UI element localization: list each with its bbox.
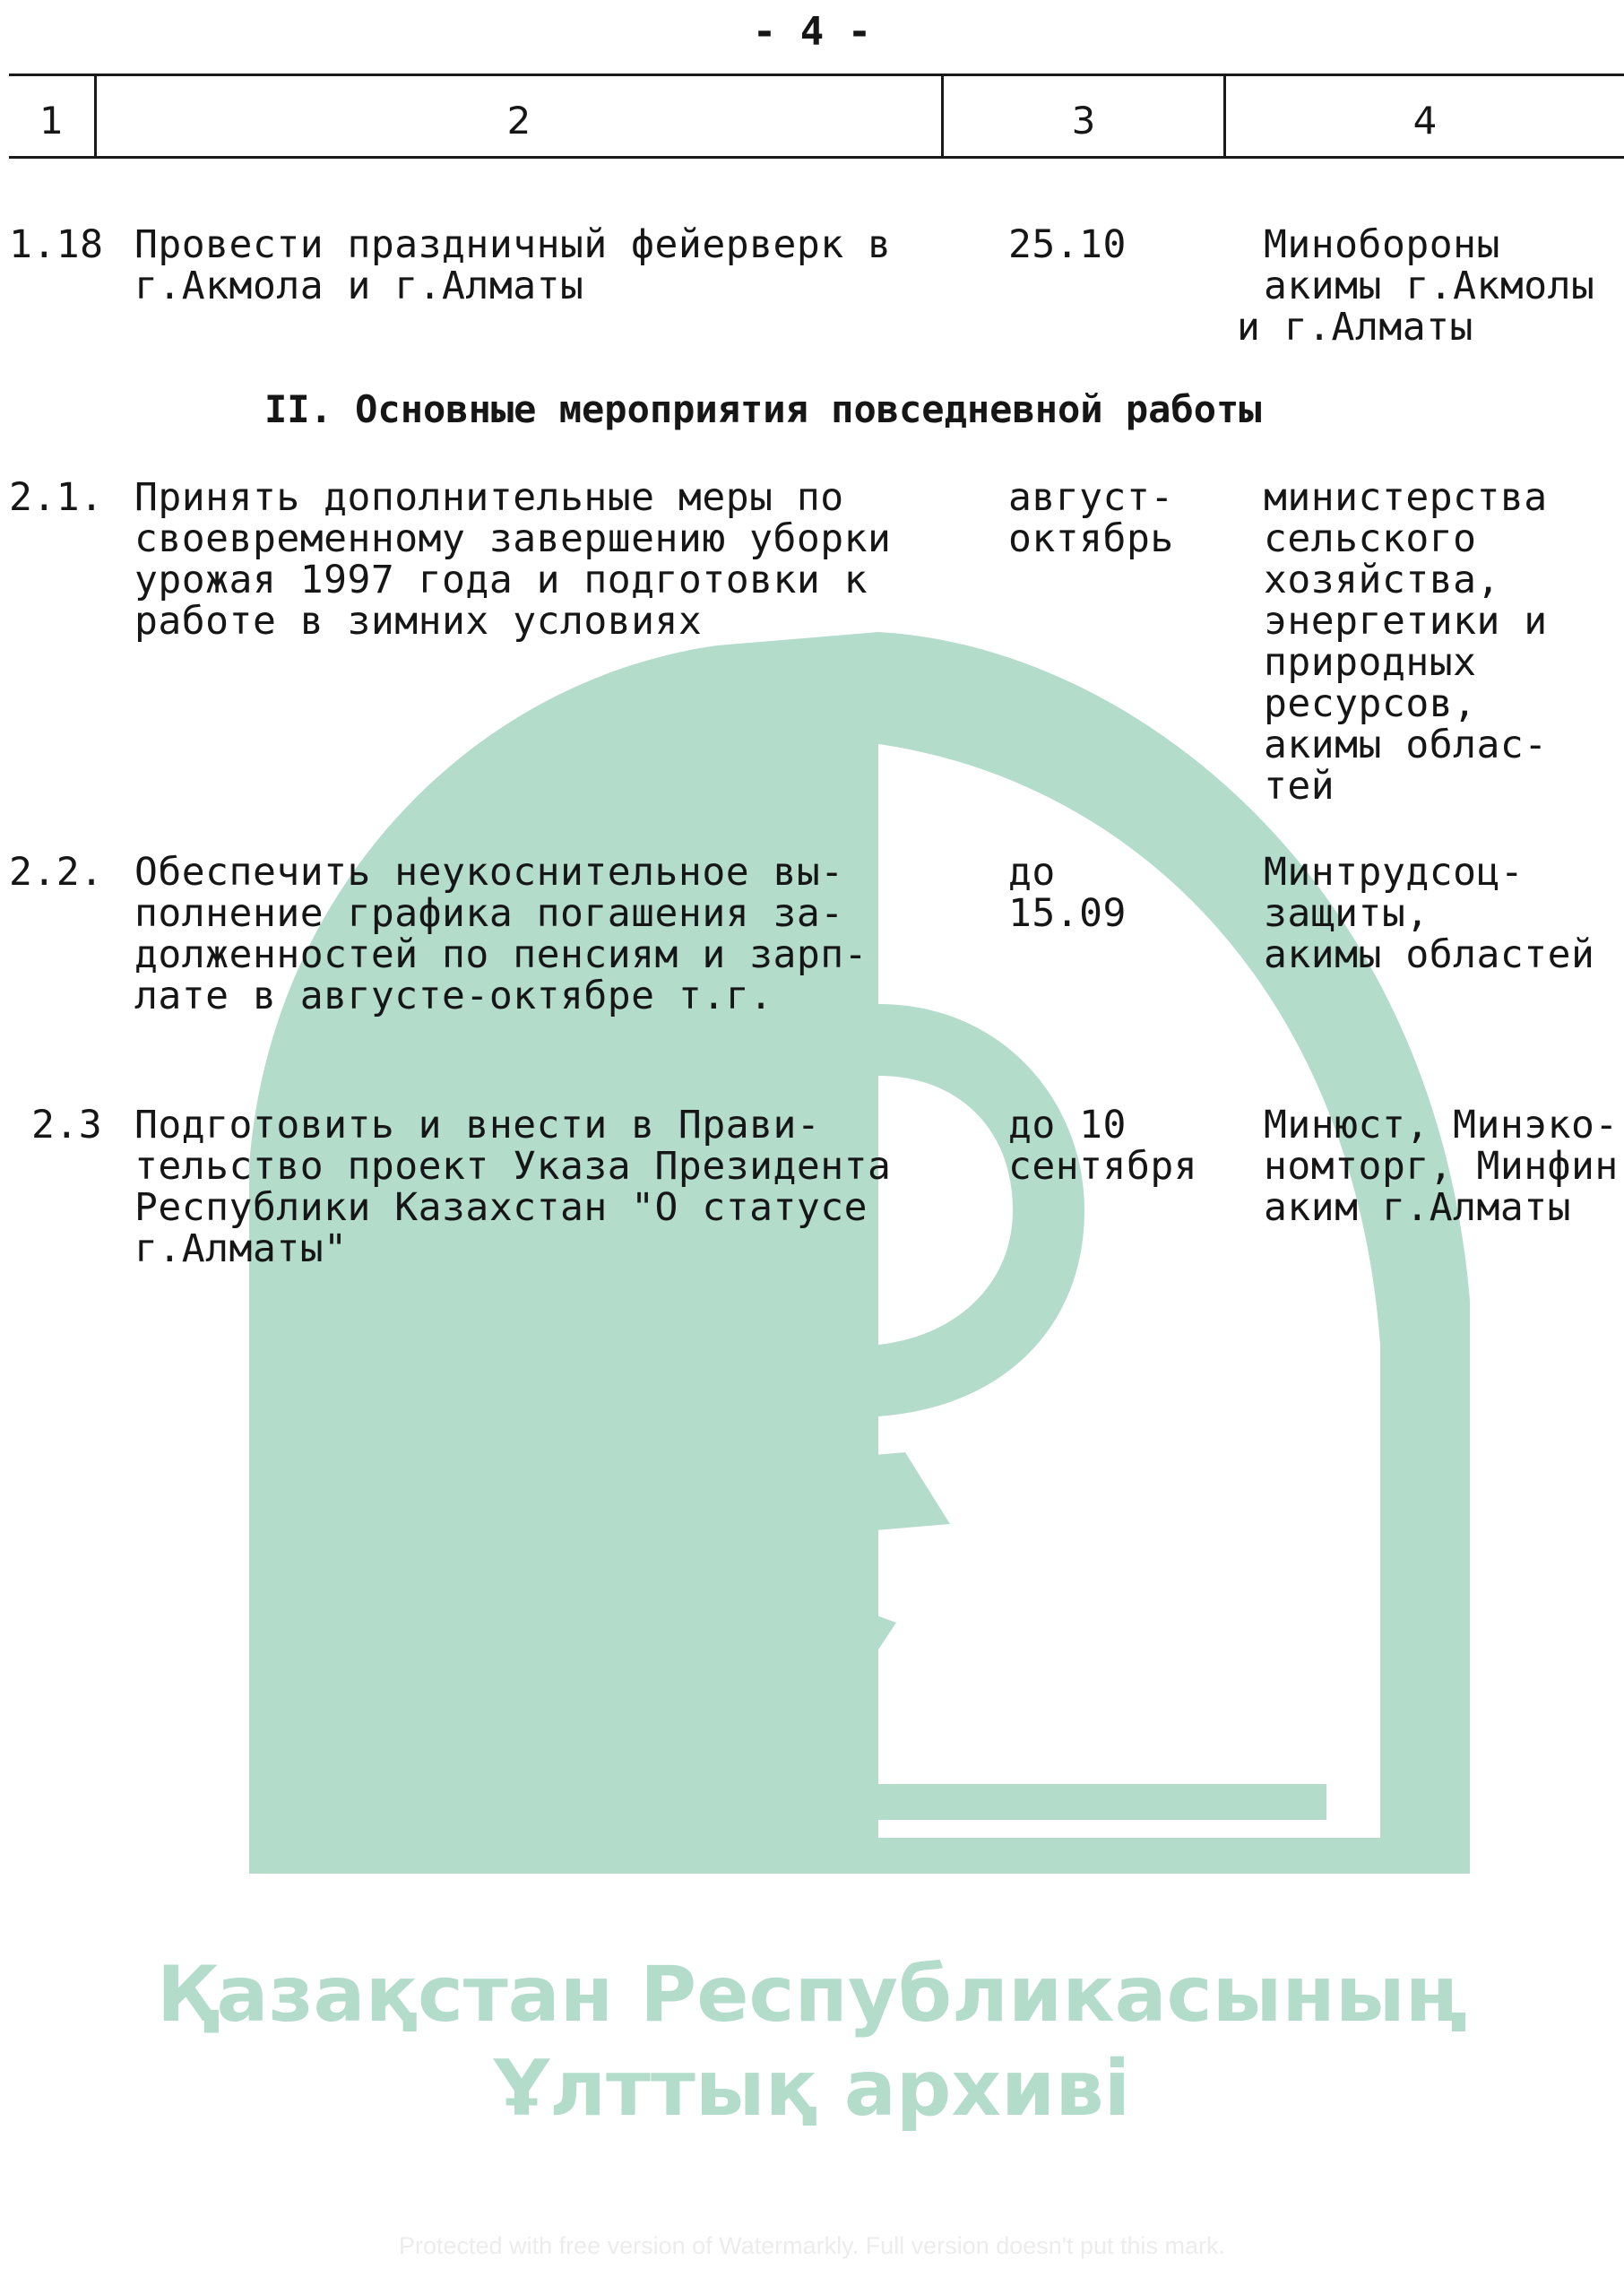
task-text — [134, 224, 955, 307]
task-line: г.Алматы" — [134, 1226, 348, 1271]
responsible-text — [1237, 222, 1595, 350]
watermarkly-notice: Protected with free version of Watermarkly. Full version doesn't put this mark. — [399, 2232, 1225, 2259]
term-line: до — [1008, 850, 1056, 895]
task-line: полнение графика погашения за- — [134, 891, 844, 936]
responsible-line: ресурсов, — [1264, 681, 1477, 726]
column-header-1: 1 — [39, 99, 64, 143]
responsible-line: защиты, — [1264, 891, 1430, 936]
responsible-line: Минобороны — [1264, 222, 1500, 267]
task-text — [134, 852, 955, 1017]
row-number: 1.18 — [9, 222, 104, 267]
column-header-4: 4 — [1412, 99, 1438, 143]
column-header-2: 2 — [506, 99, 531, 143]
term-text — [1008, 852, 1127, 934]
task-line: г.Акмола и г.Алматы — [134, 264, 584, 308]
term-line: 15.09 — [1008, 891, 1127, 936]
term-line: 25.10 — [1008, 222, 1127, 267]
task-line: тельство проект Указа Президента — [134, 1144, 892, 1189]
row-number: 2.2. — [9, 850, 104, 895]
page-number: - 4 - — [752, 9, 872, 55]
term-line: октябрь — [1008, 516, 1174, 561]
responsible-text — [1264, 1104, 1624, 1228]
responsible-line: сельского — [1264, 516, 1477, 561]
watermark-line-1: Қазақстан Республикасының — [156, 1950, 1468, 2040]
section-heading: II. Основные мероприятия повседневной работы — [264, 387, 1262, 431]
task-line: работе в зимних условиях — [134, 599, 703, 644]
responsible-line: тей — [1264, 764, 1335, 809]
responsible-line: акимы областей — [1264, 932, 1595, 977]
responsible-line: акимы облас- — [1264, 723, 1548, 767]
term-line: сентября — [1008, 1144, 1198, 1189]
task-line: урожая 1997 года и подготовки к — [134, 558, 868, 602]
responsible-line: природных — [1264, 640, 1477, 685]
column-header-3: 3 — [1071, 99, 1096, 143]
responsible-line: акимы г.Акмолы — [1264, 264, 1595, 308]
task-line: Подготовить и внести в Прави- — [134, 1103, 821, 1148]
task-line: Республики Казахстан "О статусе — [134, 1185, 868, 1230]
responsible-line: Минтрудсоц- — [1264, 850, 1525, 895]
task-text — [134, 1104, 955, 1269]
responsible-line: номторг, Минфин — [1264, 1144, 1619, 1189]
responsible-line: министерства — [1264, 475, 1548, 520]
watermark-line-2: Ұлттық архиві — [493, 2044, 1131, 2134]
task-text — [134, 477, 955, 642]
term-text — [1008, 477, 1174, 559]
responsible-line: хозяйства, — [1264, 558, 1500, 602]
responsible-line: Минюст, Минэко- — [1264, 1104, 1619, 1148]
row-number: 2.1. — [9, 475, 104, 520]
term-line: до 10 — [1008, 1103, 1127, 1148]
task-line: Принять дополнительные меры по — [134, 475, 844, 520]
responsible-line: и г.Алматы — [1237, 305, 1473, 350]
responsible-text — [1264, 852, 1594, 975]
row-number: 2.3 — [31, 1103, 103, 1148]
term-text — [1008, 224, 1127, 265]
term-text — [1008, 1104, 1197, 1187]
responsible-text — [1264, 477, 1548, 807]
task-line: своевременному завершению уборки — [134, 516, 892, 561]
term-line: август- — [1008, 475, 1174, 520]
table-header-bottom-border — [9, 156, 1624, 159]
responsible-line: аким г.Алматы — [1264, 1185, 1572, 1228]
table-header-top-border — [9, 74, 1624, 76]
task-line: лате в августе-октябре т.г. — [134, 974, 773, 1018]
responsible-line: энергетики и — [1264, 599, 1548, 644]
task-line: Провести праздничный фейерверк в — [134, 222, 892, 267]
task-line: долженностей по пенсиям и зарп- — [134, 932, 868, 977]
task-line: Обеспечить неукоснительное вы- — [134, 850, 844, 895]
